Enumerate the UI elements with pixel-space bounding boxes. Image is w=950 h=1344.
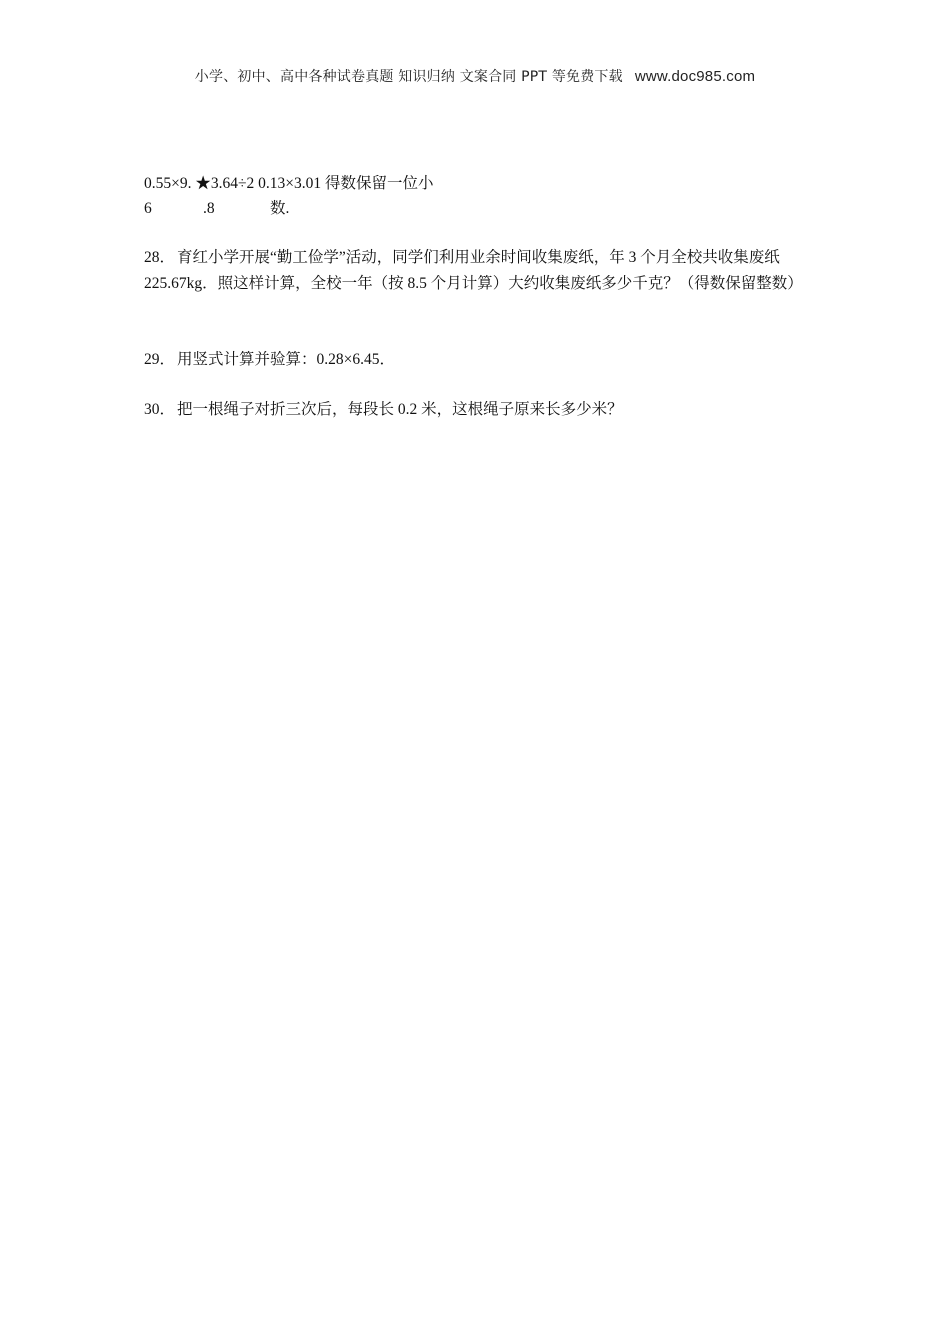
page-header bbox=[0, 66, 950, 86]
calc-fragment-line-1: 0.55×9. ★3.64÷2 0.13×3.01 得数保留一位小 bbox=[144, 175, 434, 192]
question-text: 把一根绳子对折三次后，每段长 0.2 米，这根绳子原来长多少米？ bbox=[177, 401, 623, 418]
calc-fragment-part-c: 数. bbox=[270, 200, 290, 217]
question-number: 29． bbox=[144, 351, 176, 368]
header-site-link[interactable]: www.doc985.com bbox=[634, 68, 756, 85]
question-number: 28． bbox=[144, 249, 176, 266]
question-text: 用竖式计算并验算：0.28×6.45． bbox=[177, 351, 396, 368]
question-number: 30． bbox=[144, 401, 176, 418]
question-28 bbox=[144, 245, 814, 296]
calc-fragment-part-b: .8 bbox=[203, 200, 215, 217]
question-30 bbox=[144, 397, 814, 423]
question-29 bbox=[144, 347, 814, 373]
calc-fragment-part-a: 6 bbox=[144, 200, 152, 217]
question-text: 育红小学开展“勤工俭学”活动，同学们利用业余时间收集废纸，年 3 个月全校共收集废纸 225.67kg．照这样计算，全校一年（按 8.5 个月计算）大约收集废纸多少千克？（得数保留整数） bbox=[144, 249, 803, 292]
header-text: 小学、初中、高中各种试卷真题 知识归纳 文案合同 PPT 等免费下载 bbox=[194, 69, 623, 85]
